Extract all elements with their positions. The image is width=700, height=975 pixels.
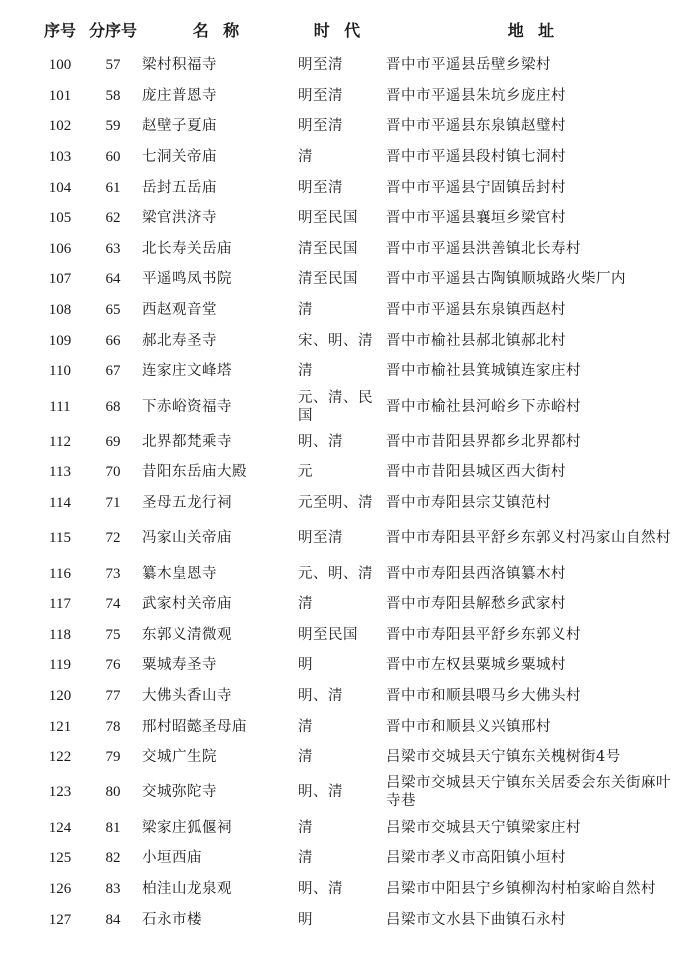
table-row	[32, 203, 682, 234]
era-cell: 明至清	[298, 179, 343, 196]
seq-number-cell: 109	[48, 332, 72, 349]
seq-number-cell: 120	[48, 687, 72, 704]
site-name-cell: 北界都梵乘寺	[142, 433, 232, 450]
table-row	[32, 325, 682, 356]
sub-seq-number-cell: 79	[105, 749, 121, 766]
era-cell: 明至民国	[298, 210, 358, 227]
table-row	[32, 904, 682, 935]
site-name-cell: 石永市楼	[142, 911, 202, 928]
sub-seq-number-cell: 67	[105, 363, 121, 380]
seq-number-cell: 125	[48, 850, 72, 867]
era-cell: 明、清	[298, 784, 343, 801]
seq-number-cell: 126	[48, 880, 72, 897]
sub-seq-number-cell: 71	[105, 495, 121, 512]
address-cell: 晋中市平遥县古陶镇顺城路火柴厂内	[386, 271, 626, 288]
sub-seq-number-cell: 70	[105, 464, 121, 481]
site-name-cell: 冯家山关帝庙	[142, 530, 232, 547]
site-name-cell: 小垣西庙	[142, 850, 202, 867]
sub-seq-number-cell: 60	[105, 149, 121, 166]
address-cell: 晋中市平遥县东泉镇西赵村	[386, 302, 566, 319]
site-name-cell: 梁官洪济寺	[142, 210, 217, 227]
seq-number-cell: 105	[48, 210, 72, 227]
header-era: 时代	[313, 20, 375, 40]
sub-seq-number-cell: 74	[105, 596, 121, 613]
address-cell: 吕梁市中阳县宁乡镇柳沟村柏家峪自然村	[386, 880, 656, 897]
address-cell: 晋中市平遥县东泉镇赵璧村	[386, 118, 566, 135]
sub-seq-number-cell: 65	[105, 302, 121, 319]
seq-number-cell: 117	[49, 596, 71, 613]
seq-number-cell: 122	[48, 749, 72, 766]
era-cell: 清	[298, 149, 313, 166]
table-row	[32, 264, 682, 295]
sub-seq-number-cell: 82	[105, 850, 121, 867]
address-cell: 晋中市平遥县襄垣乡梁官村	[386, 210, 566, 227]
header-name: 名称	[192, 20, 254, 40]
seq-number-cell: 103	[48, 149, 72, 166]
table-row	[32, 711, 682, 742]
address-cell: 晋中市昔阳县界都乡北界都村	[386, 433, 581, 450]
site-name-cell: 东郭义清微观	[142, 626, 232, 643]
table-row	[32, 111, 682, 142]
table-row	[32, 234, 682, 265]
sub-seq-number-cell: 84	[105, 911, 121, 928]
seq-number-cell: 108	[48, 302, 72, 319]
site-name-cell: 连家庄文峰塔	[142, 363, 232, 380]
sub-seq-number-cell: 62	[105, 210, 121, 227]
site-name-cell: 北长寿关岳庙	[142, 240, 232, 257]
address-cell: 晋中市和顺县义兴镇邢村	[386, 718, 551, 735]
site-name-cell: 昔阳东岳庙大殿	[142, 464, 247, 481]
table-row	[32, 843, 682, 874]
sub-seq-number-cell: 59	[105, 118, 121, 135]
address-cell: 吕梁市交城县天宁镇东关槐树街4号	[386, 749, 621, 766]
era-cell: 清	[298, 302, 313, 319]
address-cell: 晋中市平遥县宁固镇岳封村	[386, 179, 566, 196]
era-cell: 明至民国	[298, 626, 358, 643]
era-cell: 明至清	[298, 118, 343, 135]
site-name-cell: 岳封五岳庙	[142, 179, 217, 196]
sub-seq-number-cell: 80	[105, 784, 121, 801]
seq-number-cell: 119	[49, 657, 71, 674]
site-name-cell: 平遥鸣凤书院	[142, 271, 232, 288]
era-cell: 明	[298, 911, 313, 928]
site-name-cell: 交城广生院	[142, 749, 217, 766]
address-cell: 晋中市左权县粟城乡粟城村	[386, 657, 566, 674]
address-cell: 晋中市平遥县朱坑乡庞庄村	[386, 87, 566, 104]
address-cell: 晋中市昔阳县城区西大街村	[386, 464, 566, 481]
address-cell: 晋中市榆社县河峪乡下赤峪村	[386, 398, 581, 415]
table-row	[32, 172, 682, 203]
table-row	[32, 558, 682, 589]
era-cell: 清至民国	[298, 271, 358, 288]
site-name-cell: 西赵观音堂	[142, 302, 217, 319]
sub-seq-number-cell: 83	[105, 880, 121, 897]
table-row	[32, 356, 682, 387]
site-name-cell: 武家村关帝庙	[142, 596, 232, 613]
sub-seq-number-cell: 61	[105, 179, 121, 196]
sub-seq-number-cell: 75	[105, 626, 121, 643]
era-cell: 明至清	[298, 57, 343, 74]
seq-number-cell: 116	[49, 565, 71, 582]
table-row	[32, 488, 682, 519]
sub-seq-number-cell: 81	[105, 819, 121, 836]
site-name-cell: 郝北寿圣寺	[142, 332, 217, 349]
address-cell: 晋中市平遥县洪善镇北长寿村	[386, 240, 581, 257]
era-cell: 清至民国	[298, 240, 358, 257]
sub-seq-number-cell: 72	[105, 530, 121, 547]
header-sub-seq: 分序号	[88, 20, 137, 40]
site-name-cell: 纂木皇恩寺	[142, 565, 217, 582]
era-cell: 清	[298, 850, 313, 867]
seq-number-cell: 118	[49, 626, 71, 643]
address-cell: 晋中市和顺县喂马乡大佛头村	[386, 687, 581, 704]
seq-number-cell: 114	[49, 495, 71, 512]
address-cell: 晋中市寿阳县平舒乡东郭义村	[386, 626, 581, 643]
address-cell: 晋中市寿阳县西洛镇纂木村	[386, 565, 566, 582]
seq-number-cell: 121	[48, 718, 72, 735]
site-name-cell: 粟城寿圣寺	[142, 657, 217, 674]
sub-seq-number-cell: 57	[105, 57, 121, 74]
table-row	[32, 742, 682, 773]
seq-number-cell: 111	[49, 398, 71, 415]
address-cell: 晋中市榆社县箕城镇连家庄村	[386, 363, 581, 380]
site-name-cell: 七洞关帝庙	[142, 149, 217, 166]
address-cell: 吕梁市文水县下曲镇石永村	[386, 911, 566, 928]
table-row	[32, 50, 682, 81]
seq-number-cell: 110	[49, 363, 71, 380]
site-name-cell: 下赤峪资福寺	[142, 398, 232, 415]
era-cell: 明、清	[298, 687, 343, 704]
era-cell: 元至明、清	[298, 495, 373, 512]
site-name-cell: 圣母五龙行祠	[142, 495, 232, 512]
table-row	[32, 874, 682, 905]
seq-number-cell: 127	[48, 911, 72, 928]
era-cell: 元、清、民国	[298, 389, 373, 424]
table-row	[32, 620, 682, 651]
sub-seq-number-cell: 68	[105, 398, 121, 415]
seq-number-cell: 101	[48, 87, 72, 104]
site-name-cell: 庞庄普恩寺	[142, 87, 217, 104]
sub-seq-number-cell: 64	[105, 271, 121, 288]
seq-number-cell: 123	[48, 784, 72, 801]
address-cell: 晋中市榆社县郝北镇郝北村	[386, 332, 566, 349]
seq-number-cell: 112	[49, 433, 71, 450]
sub-seq-number-cell: 78	[105, 718, 121, 735]
era-cell: 明至清	[298, 530, 343, 547]
table-row	[32, 681, 682, 712]
site-name-cell: 邢村昭懿圣母庙	[142, 718, 247, 735]
address-cell: 晋中市寿阳县宗艾镇范村	[386, 495, 551, 512]
address-cell: 晋中市寿阳县平舒乡东郭义村冯家山自然村	[386, 530, 671, 547]
era-cell: 清	[298, 749, 313, 766]
era-cell: 明、清	[298, 880, 343, 897]
site-name-cell: 交城弥陀寺	[142, 784, 217, 801]
era-cell: 元、明、清	[298, 565, 373, 582]
sub-seq-number-cell: 66	[105, 332, 121, 349]
sub-seq-number-cell: 63	[105, 240, 121, 257]
table-row	[32, 518, 682, 558]
sub-seq-number-cell: 73	[105, 565, 121, 582]
address-cell: 吕梁市交城县天宁镇梁家庄村	[386, 819, 581, 836]
era-cell: 宋、明、清	[298, 332, 373, 349]
table-row	[32, 812, 682, 843]
era-cell: 明至清	[298, 87, 343, 104]
sub-seq-number-cell: 77	[105, 687, 121, 704]
address-cell: 晋中市寿阳县解愁乡武家村	[386, 596, 566, 613]
site-name-cell: 梁家庄狐偃祠	[142, 819, 232, 836]
address-cell: 晋中市平遥县段村镇七洞村	[386, 149, 566, 166]
seq-number-cell: 113	[49, 464, 71, 481]
site-name-cell: 大佛头香山寺	[142, 687, 232, 704]
era-cell: 清	[298, 718, 313, 735]
table-row	[32, 427, 682, 458]
era-cell: 明、清	[298, 433, 343, 450]
seq-number-cell: 100	[48, 57, 72, 74]
era-cell: 清	[298, 819, 313, 836]
table-row	[32, 387, 682, 427]
table-row	[32, 81, 682, 112]
seq-number-cell: 124	[48, 819, 72, 836]
table-row	[32, 589, 682, 620]
seq-number-cell: 107	[48, 271, 72, 288]
table-row	[32, 295, 682, 326]
era-cell: 清	[298, 363, 313, 380]
seq-number-cell: 115	[49, 530, 71, 547]
table-row	[32, 457, 682, 488]
address-cell: 晋中市平遥县岳壁乡梁村	[386, 57, 551, 74]
header-address: 地址	[507, 20, 569, 40]
site-name-cell: 赵壁子夏庙	[142, 118, 217, 135]
address-cell: 吕梁市交城县天宁镇东关居委会东关街麻叶寺巷	[386, 775, 671, 810]
era-cell: 明	[298, 657, 313, 674]
sub-seq-number-cell: 69	[105, 433, 121, 450]
era-cell: 元	[298, 464, 313, 481]
table-row	[32, 650, 682, 681]
address-cell: 吕梁市孝义市高阳镇小垣村	[386, 850, 566, 867]
table-header	[32, 10, 682, 50]
site-name-cell: 柏洼山龙泉观	[142, 880, 232, 897]
site-name-cell: 梁村积福寺	[142, 57, 217, 74]
seq-number-cell: 102	[48, 118, 72, 135]
seq-number-cell: 106	[48, 240, 72, 257]
header-row	[32, 10, 682, 50]
table-body	[32, 50, 682, 935]
sub-seq-number-cell: 76	[105, 657, 121, 674]
seq-number-cell: 104	[48, 179, 72, 196]
heritage-site-table	[32, 10, 682, 935]
sub-seq-number-cell: 58	[105, 87, 121, 104]
table-row	[32, 772, 682, 812]
era-cell: 清	[298, 596, 313, 613]
header-seq: 序号	[43, 20, 76, 40]
table-row	[32, 142, 682, 173]
